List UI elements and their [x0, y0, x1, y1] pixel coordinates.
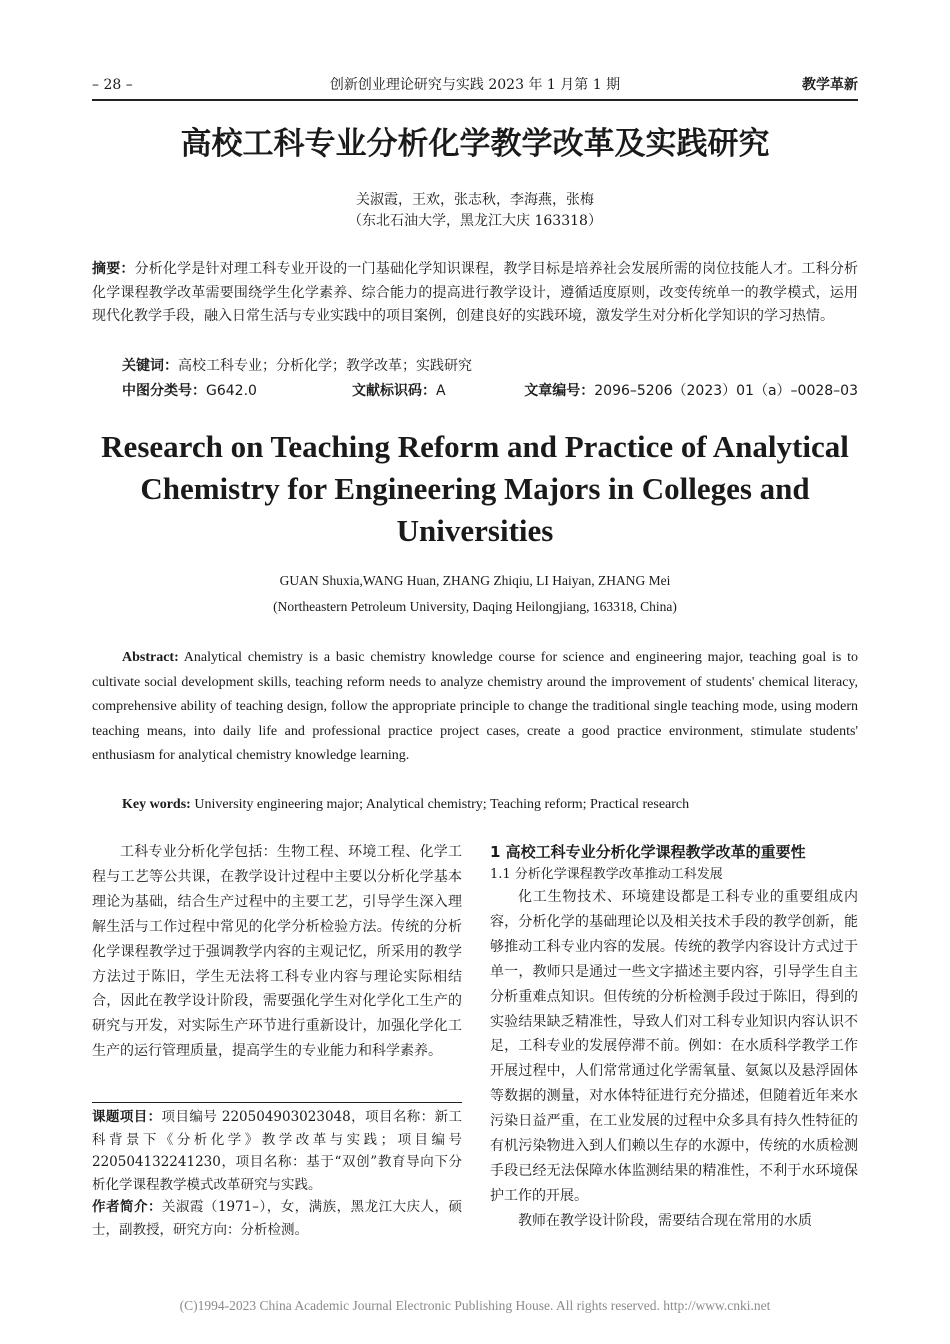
document-code-label: 文献标识码： [352, 383, 436, 399]
chinese-authors: 关淑霞，王欢，张志秋，李海燕，张梅 [356, 192, 594, 208]
footnote-rule [92, 1102, 462, 1103]
chinese-abstract-text: 分析化学是针对理工科专业开设的一门基础化学知识课程，教学目标是培养社会发展所需的岗位技能人才。工科分析化学课程教学改革需要围绕学生化学素养、综合能力的提高进行教学设计，遵循适度原则，改变传统单一的教学模式，运用现代化教学手段，融入日常生活与专业实践中的项目案例，创建良好的实践环境，激发学生对分析化学知识的学习热情。 [92, 261, 859, 324]
english-title: Research on Teaching Reform and Practice of Analytical Chemistry for Engineering Majors in Colleges and Universities [101, 429, 849, 548]
english-abstract [92, 646, 858, 769]
clc-label: 中图分类号： [122, 383, 206, 399]
page-number: – 28 – [92, 77, 133, 93]
footnote-author [92, 1196, 462, 1241]
clc-code [122, 380, 257, 402]
section-1-1-paragraph-continued: 教师在教学设计阶段，需要结合现在常用的水质 [518, 1212, 812, 1229]
article-number-label: 文章编号： [524, 383, 595, 399]
chinese-abstract-label: 摘要： [92, 261, 135, 277]
footnote-author-text: 关淑霞（1971–），女，满族，黑龙江大庆人，硕士，副教授，研究方向：分析检测。 [92, 1199, 463, 1238]
chinese-affiliation: （东北石油大学，黑龙江大庆 163318） [348, 213, 602, 229]
section-name: 教学革新 [802, 77, 858, 93]
english-keywords-label: Key words: [122, 797, 191, 812]
right-column [490, 840, 858, 1234]
classification-row [122, 380, 858, 402]
english-abstract-text: Analytical chemistry is a basic chemistry knowledge course for science and engineering major, teaching goal is to cultivate social development skills, teaching reform needs to analyze chemistry around the improvement of students' chemical literacy, comprehensive ability of teaching design, follow the appropriate principle to change the traditional single teaching mode, using modern teaching means, into daily life and professional practice project cases, create a good practice environment, stimulate students' enthusiasm for analytical chemistry knowledge learning. [92, 650, 858, 764]
intro-paragraph: 工科专业分析化学包括：生物工程、环境工程、化学工程与工艺等公共课，在教学设计过程中主要以分析化学基本理论为基础，结合生产过程中的主要工艺，引导学生深入理解生活与工作过程中常见的化学分析检验方法。传统的分析化学课程教学过于强调教学内容的主观记忆，所采用的教学方法过于陈旧，学生无法将工科专业内容与理论实际相结合，因此在教学设计阶段，需要强化学生对化学化工生产的研究与开发，对实际生产环节进行重新设计，加强化学化工生产的运行管理质量，提高学生的专业能力和科学素养。 [92, 844, 462, 1060]
english-keywords-text: University engineering major; Analytical chemistry; Teaching reform; Practical research [194, 797, 690, 812]
english-authors: GUAN Shuxia,WANG Huan, ZHANG Zhiqiu, LI Haiyan, ZHANG Mei [279, 573, 671, 588]
footnote-project [92, 1106, 462, 1196]
english-abstract-label: Abstract: [122, 650, 179, 665]
document-code [352, 380, 446, 402]
running-header [92, 72, 858, 98]
chinese-abstract [92, 258, 858, 329]
english-affiliation: (Northeastern Petroleum University, Daqing Heilongjiang, 163318, China) [273, 599, 677, 614]
footnote-project-text: 项目编号 220504903023048，项目名称：新工科背景下《分析化学》教学改革与实践；项目编号 220504132241230，项目名称：基于“双创”教育导向下分析化学课程教学模式改革研究与实践。 [92, 1109, 462, 1193]
chinese-keywords-label: 关键词： [122, 358, 178, 374]
section-1-1-heading: 1.1 分析化学课程教学改革推动工科发展 [490, 867, 723, 882]
article-number [524, 380, 858, 402]
footnote-project-label: 课题项目： [92, 1109, 162, 1125]
clc-value: G642.0 [206, 383, 257, 399]
document-code-value: A [436, 383, 446, 399]
section-1-heading: 1 高校工科专业分析化学课程教学改革的重要性 [490, 843, 806, 861]
chinese-keywords [122, 355, 858, 377]
copyright-notice: (C)1994-2023 China Academic Journal Electronic Publishing House. All rights reserved. http://www.cnki.net [179, 1298, 771, 1313]
chinese-title: 高校工科专业分析化学教学改革及实践研究 [180, 126, 770, 162]
header-rule [92, 99, 858, 101]
journal-name: 创新创业理论研究与实践 2023 年 1 月第 1 期 [329, 77, 621, 93]
chinese-keywords-text: 高校工科专业；分析化学；教学改革；实践研究 [178, 358, 472, 374]
footnote-author-label: 作者简介： [92, 1199, 162, 1215]
footnote [92, 1106, 462, 1241]
section-1-1-paragraph: 化工生物技术、环境建设都是工科专业的重要组成内容，分析化学的基础理论以及相关技术手段的教学创新，能够推动工科专业内容的发展。传统的教学内容设计方式过于单一，教师只是通过一些文字描述主要内容，引导学生自主分析重难点知识。但传统的分析检测手段过于陈旧，得到的实验结果缺乏精准性，导致人们对工科专业知识内容认识不足，工科专业的发展停滞不前。例如：在水质科学教学工作开展过程中，人们常常通过化学需氧量、氨氮以及悬浮固体等数据的测量，对水体特征进行充分描述，但随着近年来水污染日益严重，在工业发展的过程中众多具有持久性特征的有机污染物进入到人们赖以生存的水源中，传统的水质检测手段已经无法保障水体监测结果的精准性，不利于水环境保护工作的开展。 [490, 889, 858, 1204]
article-number-value: 2096–5206（2023）01（a）–0028–03 [594, 383, 858, 399]
left-column [92, 840, 462, 1064]
english-keywords [122, 794, 858, 816]
